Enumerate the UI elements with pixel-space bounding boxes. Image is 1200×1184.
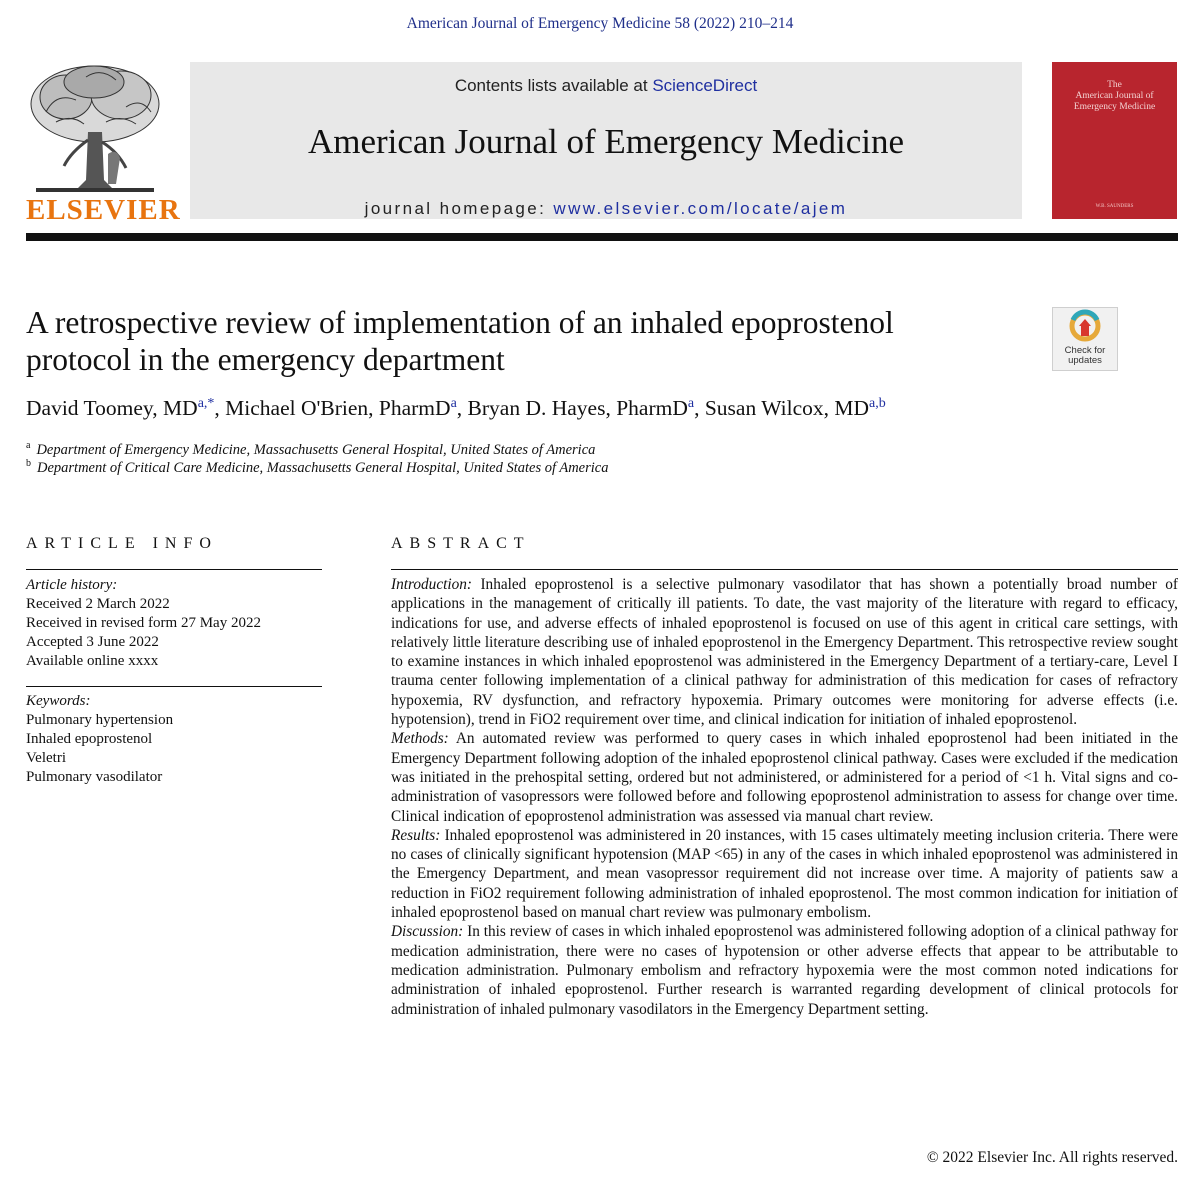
abstract-section-label: Discussion: [391,923,464,941]
journal-banner [190,62,1022,219]
abstract-introduction [391,575,1178,729]
author-separator: , [214,396,226,421]
abstract-heading: ABSTRACT [391,535,531,552]
keyword-item[interactable]: Veletri [26,750,66,766]
keyword-item[interactable]: Pulmonary vasodilator [26,769,163,785]
article-title-line: A retrospective review of implementation of an inhaled epoprostenol [26,305,894,340]
author-list [26,396,886,421]
affiliation-mark: b [26,458,31,469]
abstract-section-label: Methods: [391,730,449,748]
affiliation-text: Department of Emergency Medicine, Massachusetts General Hospital, United States of America [36,441,596,458]
cover-footer: W.B. SAUNDERS [1095,204,1134,209]
journal-title: American Journal of Emergency Medicine [307,122,905,161]
article-info-divider [26,569,322,570]
elsevier-wordmark: ELSEVIER [26,194,181,226]
journal-cover[interactable] [1052,62,1177,219]
keyword-item[interactable]: Pulmonary hypertension [26,712,174,728]
abstract-section-text: Inhaled epoprostenol is a selective pulmonary vasodilator that has shown a potentially broad number of applications in the management of critically ill patients. To date, the vast majority of the literature with regard to efficacy, indications for use, and adverse effects of inhaled epoprostenol is focused on use of this agent in critical care settings, with relatively little literature describing use of inhaled epoprostenol in the Emergency Department. This retrospective review sought to examine instances in which inhaled epoprostenol was administered in the Emergency Department of a tertiary-care, Level I trauma center following implementation of a clinical pathway for administration of this medication for cases of refractory hypoxemia, RV dysfunction, and refractory hypoxemia. Primary outcomes were monitoring for adverse effects (i.e. hypotension), trend in FiO2 requirement over time, and clinical indication for initiation of inhaled epoprostenol. [391,576,1178,729]
check-for-updates-label [1053,346,1117,366]
journal-homepage-link[interactable]: www.elsevier.com/locate/ajem [553,199,848,218]
check-for-updates-line: Check for [1064,345,1106,356]
keywords [26,692,322,787]
cover-title [1052,80,1177,113]
author-name[interactable]: Bryan D. Hayes, PharmD [467,396,688,421]
affiliation-mark: a [26,440,31,451]
author-name[interactable]: Susan Wilcox, MD [704,396,870,421]
article-history-label: Article history: [26,577,118,593]
elsevier-logo[interactable] [26,62,181,226]
crossmark-icon [1053,308,1117,346]
abstract-section-text: In this review of cases in which inhaled epoprostenol was administered following adoption of a clinical pathway for medication administration, there were no cases of hypotension or other adverse effects that appear to be attributable to medication administration. Pulmonary embolism and refractory hypoxemia were the most common noted indications for administration of inhaled epoprostenol. Further research is warranted regarding development of clinical protocols for administration of inhaled pulmonary vasodilators in the Emergency Department setting. [391,923,1178,1018]
author-name[interactable]: Michael O'Brien, PharmD [225,396,451,421]
homepage-prefix: journal homepage: [364,199,554,218]
keyword-item[interactable]: Inhaled epoprostenol [26,731,153,747]
affiliation [26,458,608,477]
history-item: Received 2 March 2022 [26,596,170,612]
abstract-section-label: Introduction: [391,576,473,593]
journal-citation[interactable]: American Journal of Emergency Medicine 58 (2022) 210–214 [406,15,794,32]
affiliation-text: Department of Critical Care Medicine, Massachusetts General Hospital, United States of America [37,459,609,476]
check-for-updates-line: updates [1068,355,1102,366]
abstract-methods [391,729,1178,825]
cover-title-line: Emergency Medicine [1073,102,1156,112]
abstract-results [391,826,1178,922]
journal-homepage [190,199,1022,219]
author-affiliation-mark[interactable]: a,* [197,396,215,411]
copyright-notice: © 2022 Elsevier Inc. All rights reserved. [926,1149,1178,1166]
affiliation [26,440,595,459]
keywords-divider [26,686,322,687]
author-separator: , [456,396,468,421]
cover-title-line: The [1107,80,1122,90]
sciencedirect-link[interactable]: ScienceDirect [652,76,758,95]
check-for-updates-button[interactable] [1052,307,1118,371]
contents-prefix: Contents lists available at [454,76,653,95]
abstract-divider [391,569,1178,570]
author-affiliation-mark[interactable]: a [450,396,457,411]
header-rule [26,233,1178,241]
abstract-body [391,575,1178,1019]
article-history [26,576,322,671]
cover-title-line: American Journal of [1075,91,1154,101]
author-separator: , [694,396,705,421]
history-item: Accepted 3 June 2022 [26,634,159,650]
abstract-section-text: Inhaled epoprostenol was administered in 20 instances, with 15 cases ultimately meeting inclusion criteria. There were no cases of clinically significant hypotension (MAP <65) in any of the cases in which inhaled epoprostenol was administered in the Emergency Department, and mean vasopressor requirement did not increase over time. A majority of patients saw a reduction in FiO2 requirement following administration of inhaled epoprostenol. The most common indication for initiation of inhaled epoprostenol based on manual chart review was pulmonary embolism. [391,826,1178,922]
contents-availability [190,76,1022,96]
history-item: Available online xxxx [26,653,159,669]
abstract-section-text: An automated review was performed to query cases in which inhaled epoprostenol had been initiated in the Emergency Department following adoption of the inhaled epoprostenol clinical pathway. Cases were excluded if the medication was initiated in the prehospital setting, ordered but not administered, or administered for a period of <1 h. Vital signs and co-administration of vasopressors were followed before and following epoprostenol administration to assess for change over time. Clinical indication of epoprostenol administration was assessed via manual chart review. [391,730,1178,825]
article-title-line: protocol in the emergency department [26,342,505,377]
keywords-label: Keywords: [26,693,91,709]
history-item: Received in revised form 27 May 2022 [26,615,261,631]
elsevier-tree-icon [26,62,164,194]
author-affiliation-mark[interactable]: a [687,396,695,411]
abstract-section-label: Results: [391,826,441,844]
abstract-discussion [391,922,1178,1018]
article-info-heading: ARTICLE INFO [26,535,218,552]
author-affiliation-mark[interactable]: a,b [869,396,886,411]
author-name[interactable]: David Toomey, MD [26,396,198,421]
article-title [26,304,1026,378]
